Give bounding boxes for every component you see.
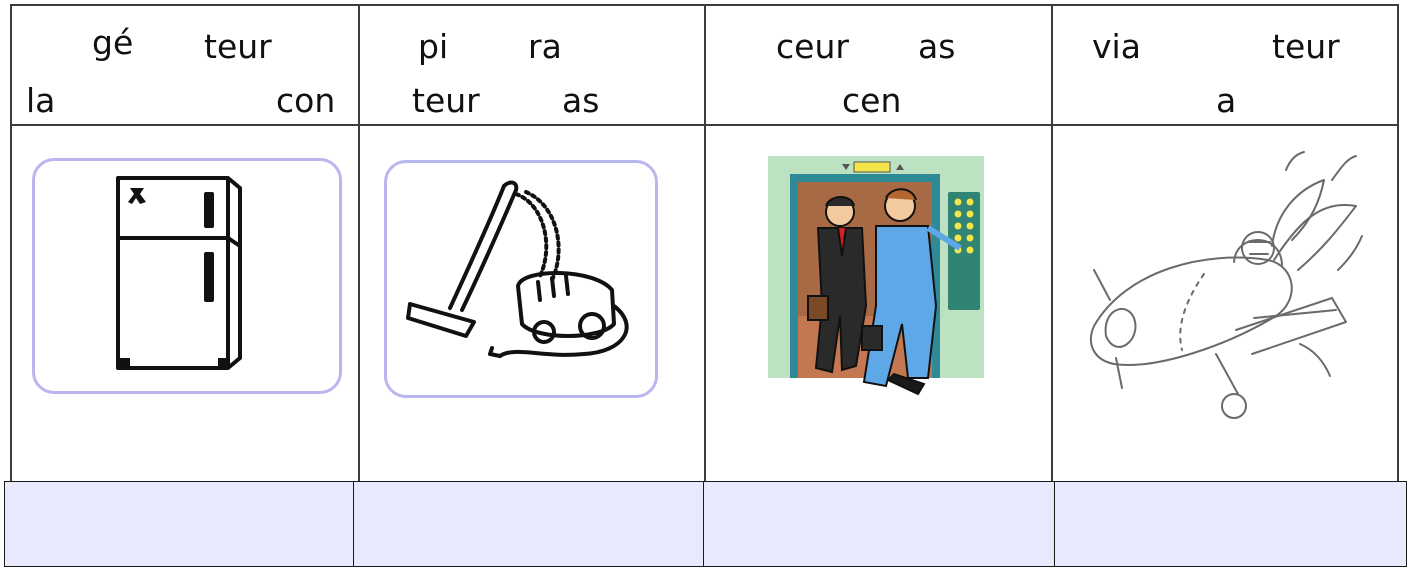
syllable: as xyxy=(918,27,956,66)
syllable: con xyxy=(276,81,336,120)
answer-box-1[interactable] xyxy=(4,481,354,567)
table-left-border xyxy=(10,4,12,482)
syllable: teur xyxy=(204,27,272,66)
syllable: teur xyxy=(1272,27,1340,66)
syllable: ra xyxy=(528,27,562,66)
syllable: cen xyxy=(842,81,902,120)
syllable: teur xyxy=(412,81,480,120)
syllable: ceur xyxy=(776,27,849,66)
elevator-icon xyxy=(768,156,984,398)
answer-box-2[interactable] xyxy=(353,481,704,567)
syllable: pi xyxy=(418,27,449,66)
table-right-border xyxy=(1397,4,1399,482)
column-divider-1 xyxy=(358,4,360,482)
syllable: la xyxy=(26,81,56,120)
syllable: as xyxy=(562,81,600,120)
answer-box-4[interactable] xyxy=(1054,481,1407,567)
answer-box-3[interactable] xyxy=(703,481,1055,567)
column-divider-2 xyxy=(704,4,706,482)
refrigerator-icon xyxy=(100,168,250,378)
syllable: gé xyxy=(92,23,134,62)
column-divider-3 xyxy=(1051,4,1053,482)
vacuum-cleaner-icon xyxy=(404,176,644,376)
airplane-icon xyxy=(1086,150,1366,440)
syllable: via xyxy=(1092,27,1141,66)
syllable: a xyxy=(1216,81,1237,120)
answer-row xyxy=(4,481,1407,567)
